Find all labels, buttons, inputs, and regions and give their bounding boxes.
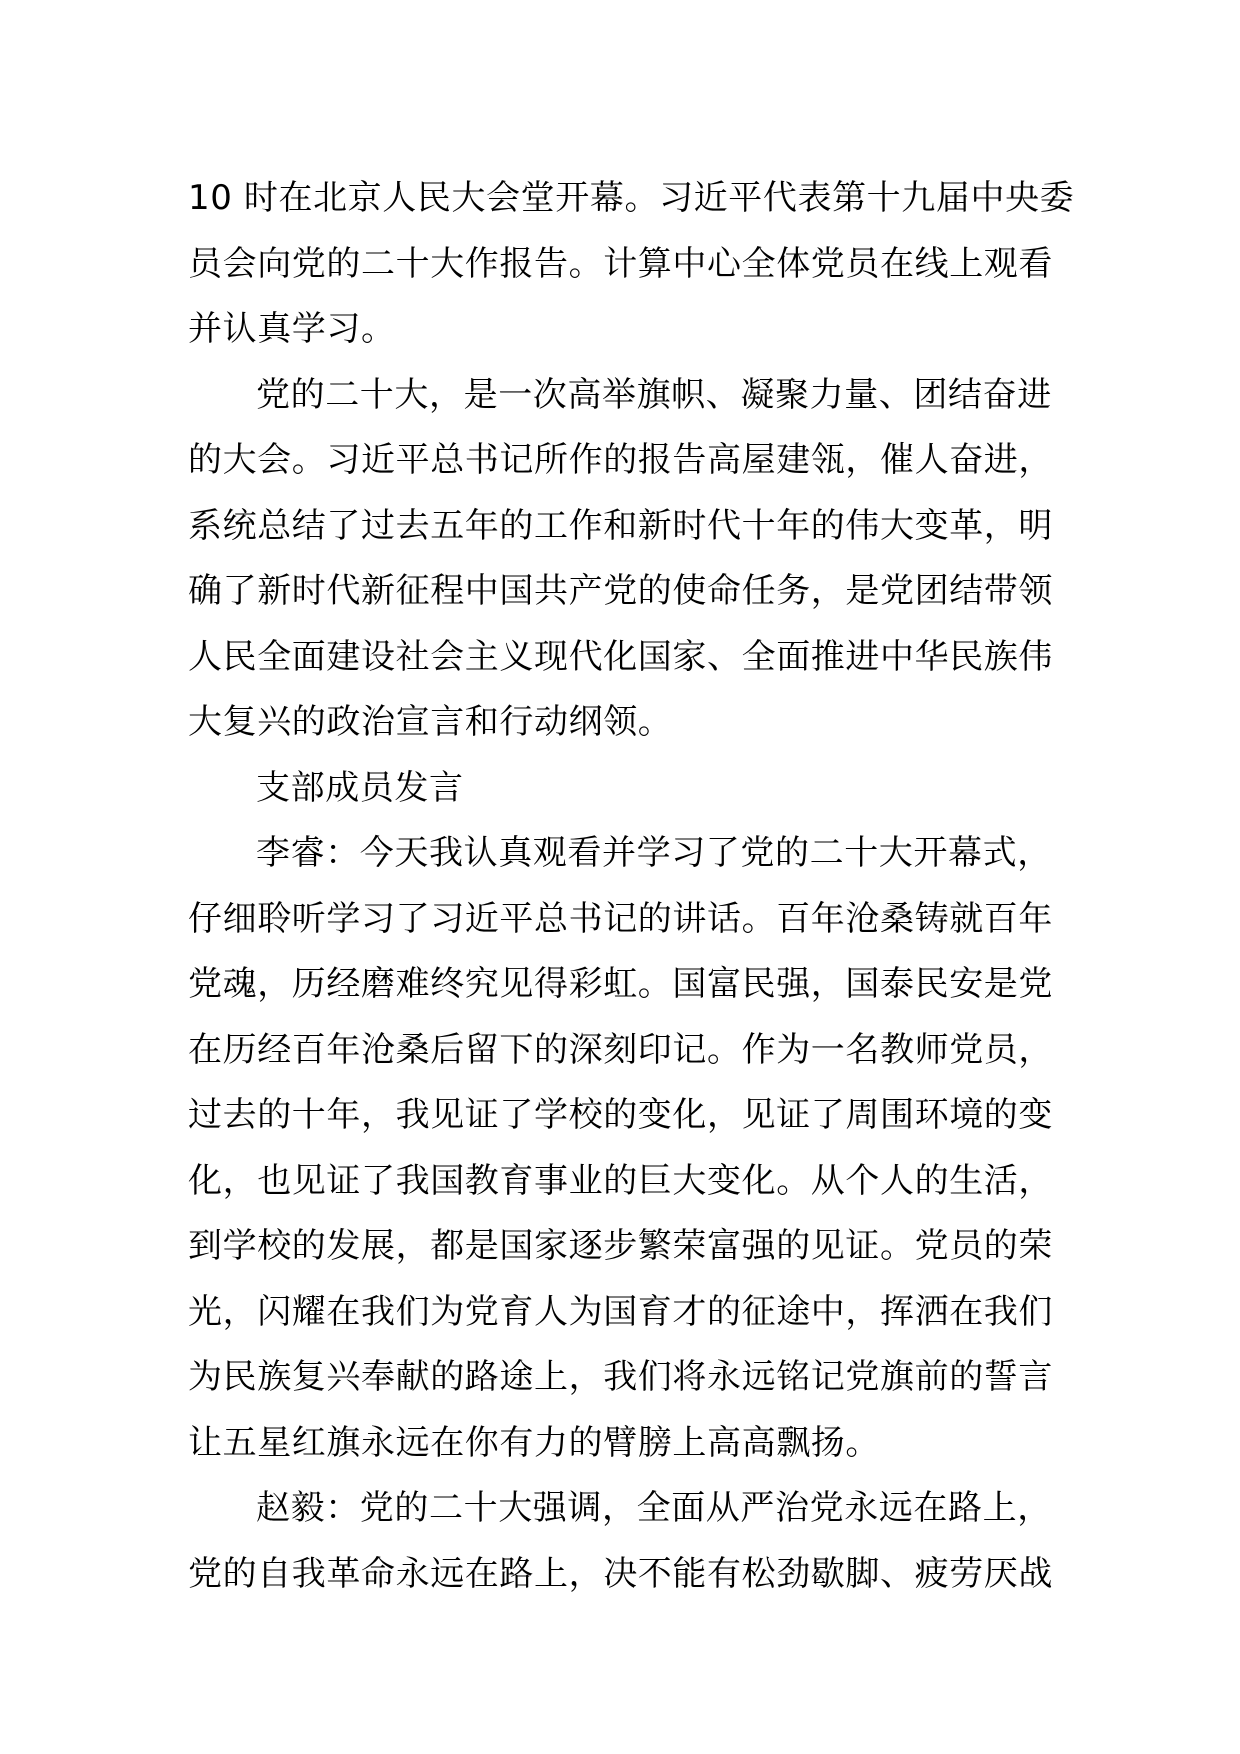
paragraph-start-line: 赵毅：党的二十大强调，全面从严治党永远在路上， [256, 1488, 1052, 1528]
text-line: 光，闪耀在我们为党育人为国育才的征途中，挥洒在我们 [188, 1291, 1053, 1332]
text-line: 党的自我革命永远在路上，决不能有松劲歇脚、疲劳厌战 [188, 1553, 1053, 1594]
text-line: 人民全面建设社会主义现代化国家、全面推进中华民族伟 [188, 636, 1053, 677]
text-line: 员会向党的二十大作报告。计算中心全体党员在线上观看 [188, 243, 1053, 284]
text-line: 大复兴的政治宣言和行动纲领。 [188, 702, 673, 742]
paragraph-start-line: 李睿：今天我认真观看并学习了党的二十大开幕式， [256, 833, 1052, 873]
text-line: 到学校的发展，都是国家逐步繁荣富强的见证。党员的荣 [188, 1226, 1053, 1266]
text-line: 党魂，历经磨难终究见得彩虹。国富民强，国泰民安是党 [188, 964, 1053, 1004]
text-line: 让五星红旗永远在你有力的臂膀上高高飘扬。 [188, 1422, 880, 1463]
text-line: 10 时在北京人民大会堂开幕。习近平代表第十九届中央委 [188, 178, 1075, 218]
section-heading: 支部成员发言 [256, 767, 464, 808]
text-line: 在历经百年沧桑后留下的深刻印记。作为一名教师党员， [188, 1029, 1053, 1070]
document-body [188, 166, 1075, 1607]
text-line: 确了新时代新征程中国共产党的使命任务，是党团结带领 [188, 571, 1053, 611]
text-line: 过去的十年，我见证了学校的变化，见证了周围环境的变 [188, 1095, 1053, 1135]
paragraph-start-line: 党的二十大，是一次高举旗帜、凝聚力量、团结奋进 [256, 374, 1052, 415]
text-line: 并认真学习。 [188, 309, 396, 349]
text-line: 化，也见证了我国教育事业的巨大变化。从个人的生活， [188, 1160, 1053, 1201]
text-line: 仔细聆听学习了习近平总书记的讲话。百年沧桑铸就百年 [188, 898, 1053, 939]
text-line: 的大会。习近平总书记所作的报告高屋建瓴，催人奋进， [188, 440, 1053, 480]
text-line: 系统总结了过去五年的工作和新时代十年的伟大变革，明 [188, 505, 1053, 546]
text-line: 为民族复兴奉献的路途上，我们将永远铭记党旗前的誓言 [188, 1357, 1053, 1397]
